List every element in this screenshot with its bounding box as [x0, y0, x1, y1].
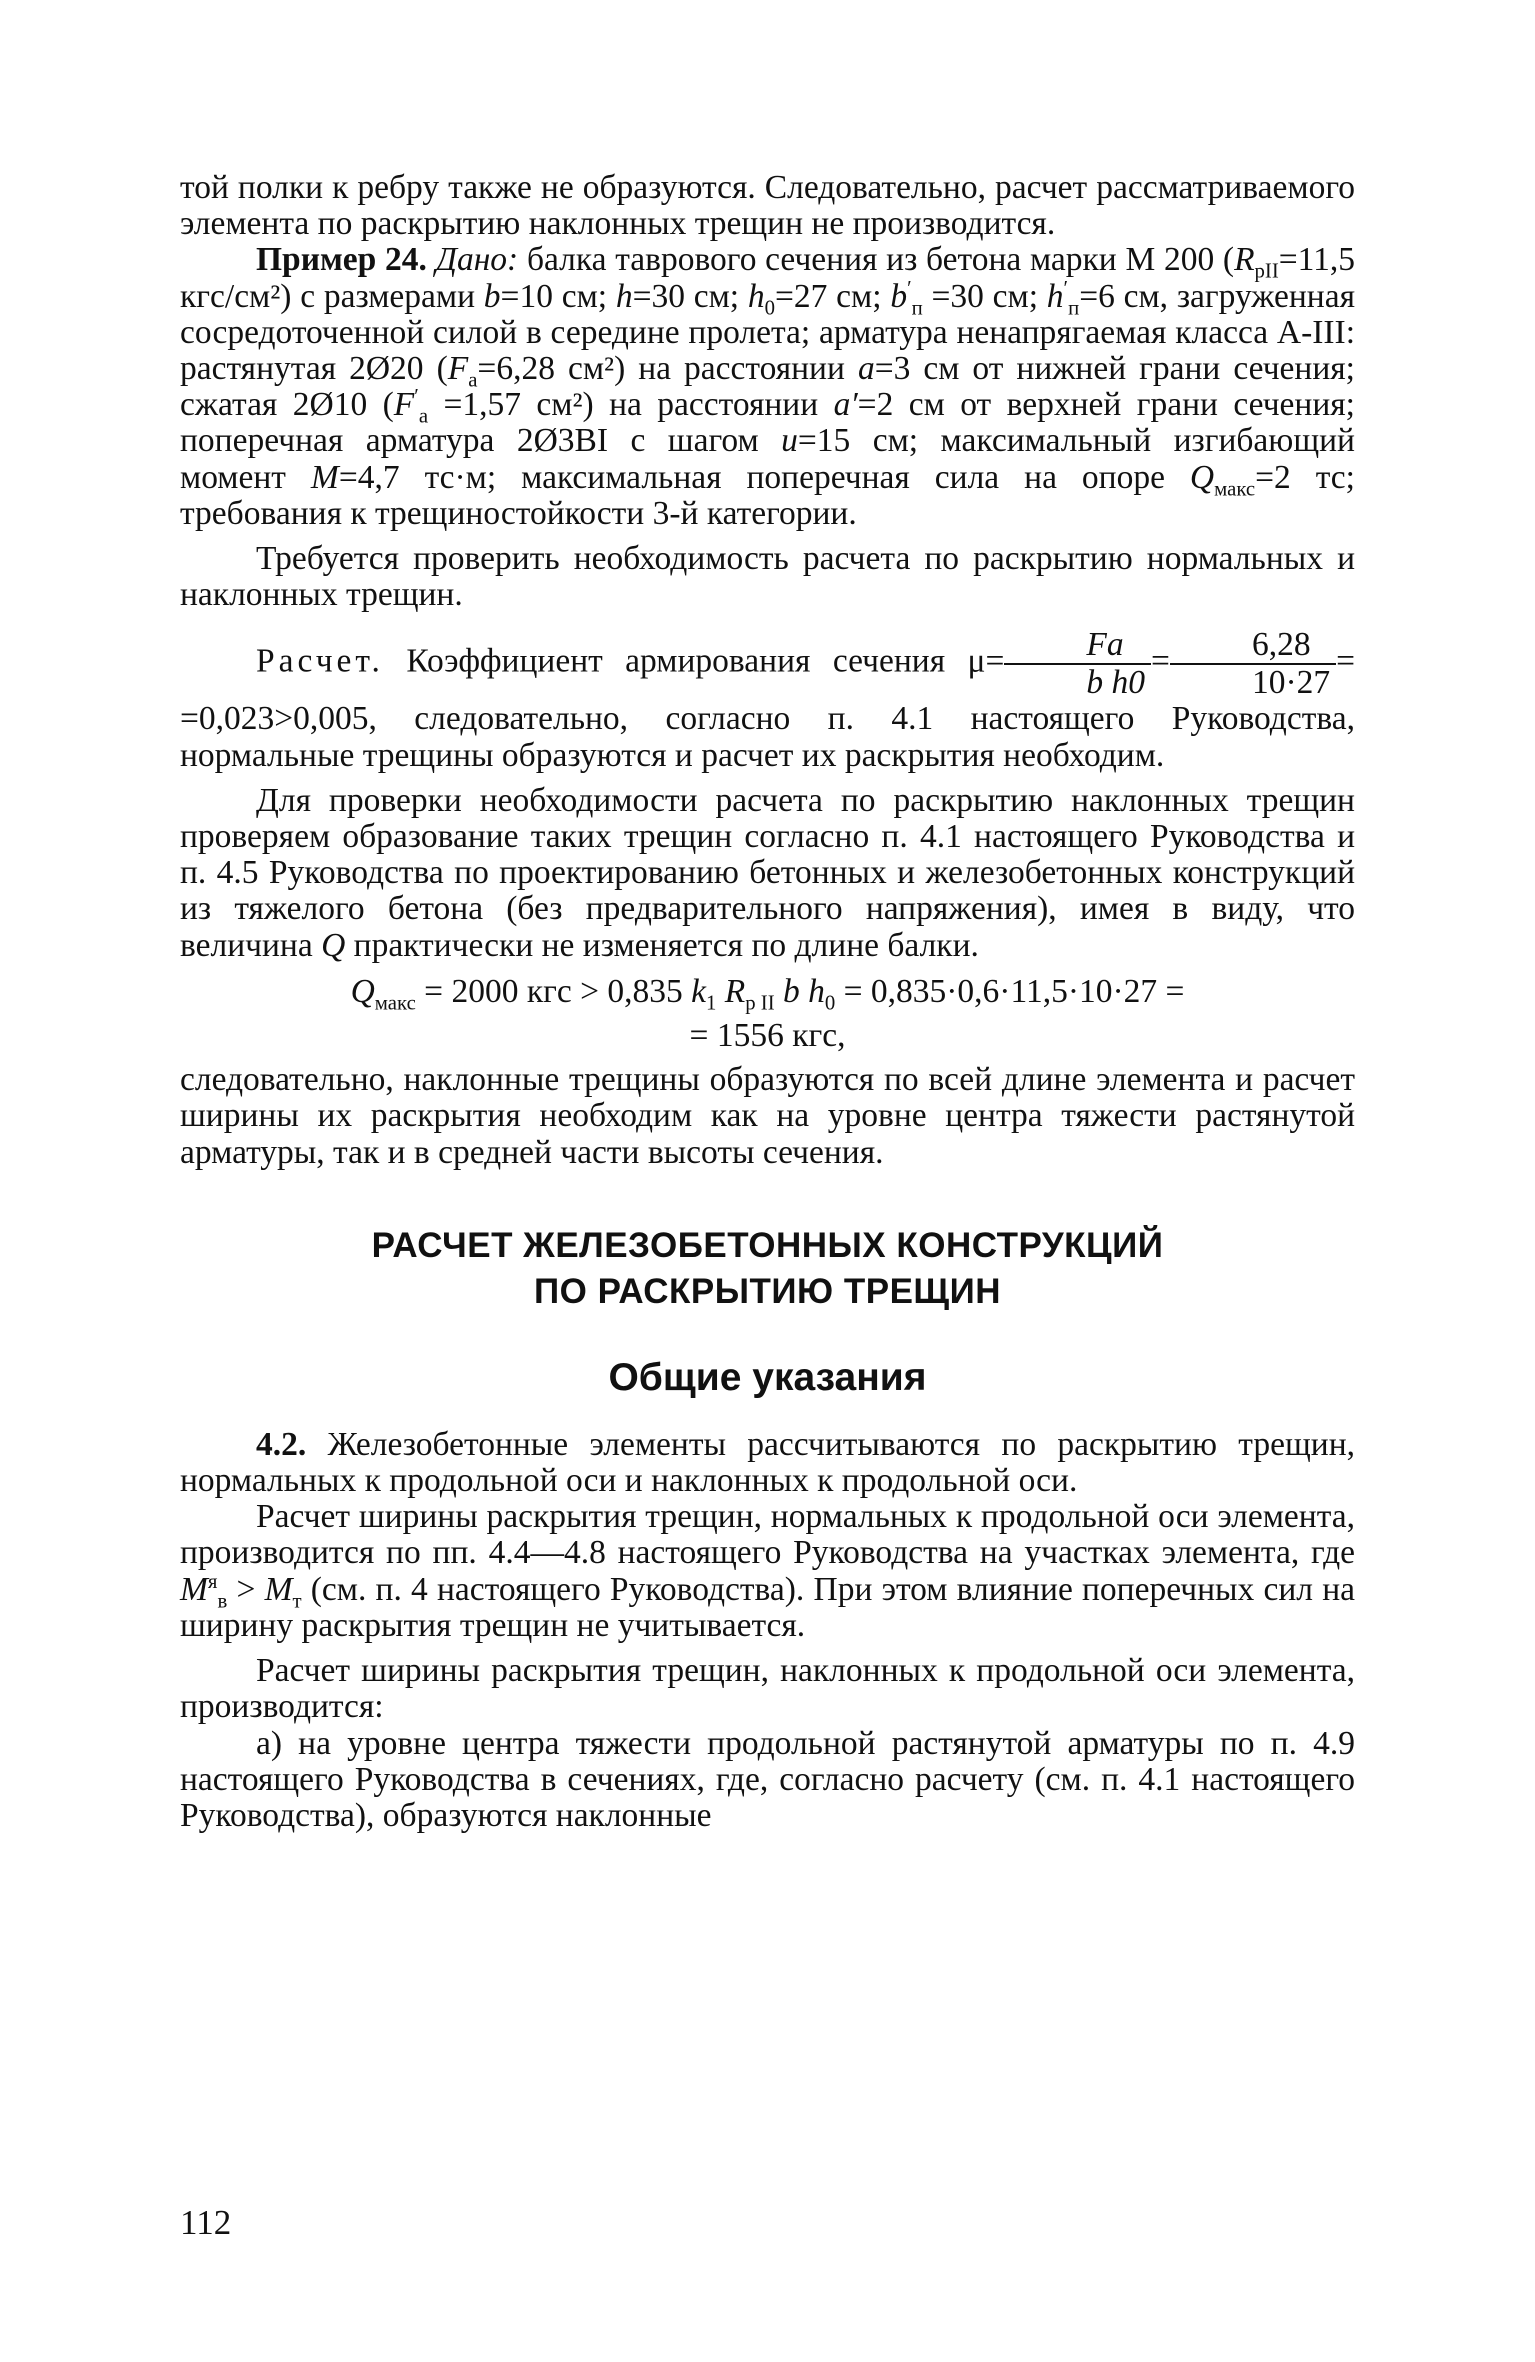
- paragraph-required: Требуется проверить необходимость расчета по раскрытию нормальных и наклонных трещин.: [180, 540, 1355, 614]
- fraction-628-1027: $\frac{6,28}{10\cdot 27}$: [1170, 627, 1336, 701]
- paragraph-calculation: Расчет. Коэффициент армирования сечения μ= $\frac{Fa}{\text{b h0}}$ = $\frac{6,28}{10\cdot 27}$ = =0,023>0,005, следовательно, согласно п. 4.1 настоящего Руководства, нормальные трещины образуются и расчет их раскрытия необходим.: [180, 626, 1355, 774]
- formula-qmax: $Q_{макс} = 2000$ кгс > 0,835 $k_1$ $R_{р II}$ b $h_0 = 0,835\cdot 0,6\cdot 11,5\cdot 10\cdot 27$ =: [350, 972, 1185, 1015]
- calc-label: Расчет.: [256, 643, 384, 681]
- page-content: [180, 170, 1355, 1834]
- paragraph-check: Для проверки необходимости расчета по раскрытию наклонных трещин проверяем образование таких трещин согласно п. 4.1 настоящего Руководства и п. 4.5 Руководства по проектированию бетонных и железобетонных конструкций из тяжелого бетона (без предварительного напряжения), имея в виду, что величина Q практически не изменяется по длине балки.: [180, 781, 1355, 964]
- formula-result: = 1556 кгс,: [689, 1017, 846, 1055]
- paragraph-inclined-cracks: Расчет ширины раскрытия трещин, наклонных к продольной оси элемента, производится:: [180, 1652, 1355, 1726]
- paragraph-4-2: 4.2. Железобетонные элементы рассчитываются по раскрытию трещин, нормальных к продольной оси и наклонных к продольной оси.: [180, 1425, 1355, 1500]
- paragraph-example-24: Пример 24. Дано: балка таврового сечения из бетона марки М 200 ($R_{рII}=11,5$ кгс/см²) с размерами b=10 см; h=30 см; $h_0=27$ см; $b'_п =30$ см; $h'_п=6$ см, загруженная сосредоточенной силой в середине пролета; арматура ненапрягаемая класса А-III: растянутая 2Ø20 ($F_а=6,28$ см²) на расстоянии a=3 см от нижней грани сечения; сжатая 2Ø10 ($F'_а =1,57$ см²) на расстоянии a′=2 см от верхней грани сечения; поперечная арматура 2Ø3ВI с шагом u=15 см; максимальный изгибающий момент M=4,7 тс·м; максимальная поперечная сила на опоре $Q_{макс}=2$ тс; требования к трещиностойкости 3-й категории.: [180, 241, 1356, 532]
- paragraph-conclusion: следовательно, наклонные трещины образуются по всей длине элемента и расчет ширины их раскрытия необходим как на уровне центра тяжести растянутой арматуры, так и в средней части высоты сечения.: [180, 1061, 1355, 1171]
- subsection-heading: Общие указания: [608, 1355, 927, 1399]
- page-number: 112: [180, 2203, 232, 2242]
- list-item-a: а) на уровне центра тяжести продольной растянутой арматуры по п. 4.9 настоящего Руководства в сечениях, где, согласно расчету (см. п. 4.1 настоящего Руководства), образуются наклонные: [180, 1724, 1355, 1834]
- example-label: Пример 24.: [256, 241, 427, 279]
- fraction-fa-bh0: $\frac{Fa}{\text{b h0}}$: [1004, 627, 1151, 701]
- paragraph-normal-cracks: Расчет ширины раскрытия трещин, нормальных к продольной оси элемента, производится по пп. 4.4—4.8 настоящего Руководства на участках элемента, где $M^я_в > M_т$ (см. п. 4 настоящего Руководства). При этом влияние поперечных сил на ширину раскрытия трещин не учитывается.: [180, 1498, 1355, 1644]
- section-heading: РАСЧЕТ ЖЕЛЕЗОБЕТОННЫХ КОНСТРУКЦИЙ ПО РАСКРЫТИЮ ТРЕЩИН: [371, 1225, 1164, 1311]
- paragraph-intro: той полки к ребру также не образуются. Следовательно, расчет рассматриваемого элемента по раскрытию наклонных трещин не производится.: [180, 169, 1355, 243]
- given-label: Дано:: [435, 241, 519, 279]
